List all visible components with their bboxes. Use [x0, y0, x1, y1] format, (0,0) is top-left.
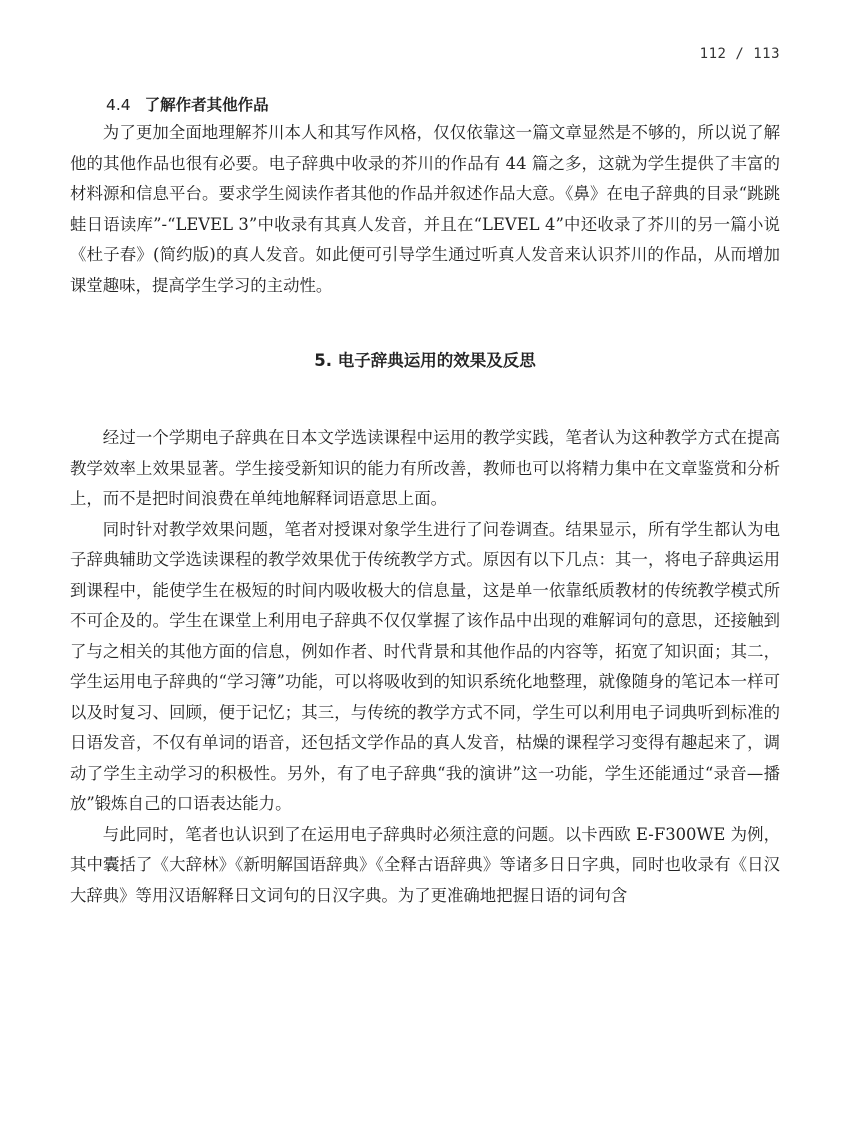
- subsection-number: 4.4: [106, 96, 131, 114]
- paragraph: 与此同时，笔者也认识到了在运用电子辞典时必须注意的问题。以卡西欧 E-F300WE 为例，其中囊括了《大辞林》《新明解国语辞典》《全释古语辞典》等诸多日日字典，同时也收录有《日汉大辞典》等用汉语解释日文词句的日汉字典。为了更准确地把握日语的词句含: [70, 824, 780, 905]
- spacer: [70, 375, 780, 423]
- paragraph: 同时针对教学效果问题，笔者对授课对象学生进行了问卷调查。结果显示，所有学生都认为电子辞典辅助文学选读课程的教学效果优于传统教学方式。原因有以下几点：其一，将电子辞典运用到课程中，能使学生在极短的时间内吸收极大的信息量，这是单一依靠纸质教材的传统教学模式所不可企及的。学生在课堂上利用电子辞典不仅仅掌握了该作品中出现的难解词句的意思，还接触到了与之相关的其他方面的信息，例如作者、时代背景和其他作品的内容等，拓宽了知识面；其二，学生运用电子辞典的“学习簿”功能，可以将吸收到的知识系统化地整理，就像随身的笔记本一样可以及时复习、回顾，便于记忆；其三，与传统的教学方式不同，学生可以利用电子词典听到标准的日语发音，不仅有单词的语音，还包括文学作品的真人发音，枯燥的课程学习变得有趣起来了，调动了学生主动学习的积极性。另外，有了电子辞典“我的演讲”这一功能，学生还能通过“录音—播放”锻炼自己的口语表达能力。: [70, 519, 780, 813]
- paragraph: 为了更加全面地理解芥川本人和其写作风格，仅仅依靠这一篇文章显然是不够的，所以说了解他的其他作品也很有必要。电子辞典中收录的芥川的作品有 44 篇之多，这就为学生提供了丰富的材料源和信息平台。要求学生阅读作者其他的作品并叙述作品大意。《鼻》在电子辞典的目录“跳跳蛙日语读库”-“LEVEL 3”中收录有其真人发音，并且在“LEVEL 4”中还收录了芥川的另一篇小说《杜子春》(简约版)的真人发音。如此便可引导学生通过听真人发音来认识芥川的作品，从而增加课堂趣味，提高学生学习的主动性。: [70, 123, 780, 295]
- page-number: 112 / 113: [699, 46, 780, 62]
- page-content: [70, 92, 780, 911]
- paragraph: 经过一个学期电子辞典在日本文学选读课程中运用的教学实践，笔者认为这种教学方式在提高教学效率上效果显著。学生接受新知识的能力有所改善，教师也可以将精力集中在文章鉴赏和分析上，而不是把时间浪费在单纯地解释词语意思上面。: [70, 428, 780, 508]
- section-heading: 5. 电子辞典运用的效果及反思: [314, 351, 536, 370]
- spacer: [70, 301, 780, 347]
- subsection-heading: [70, 92, 780, 118]
- subsection-title: 了解作者其他作品: [144, 96, 269, 114]
